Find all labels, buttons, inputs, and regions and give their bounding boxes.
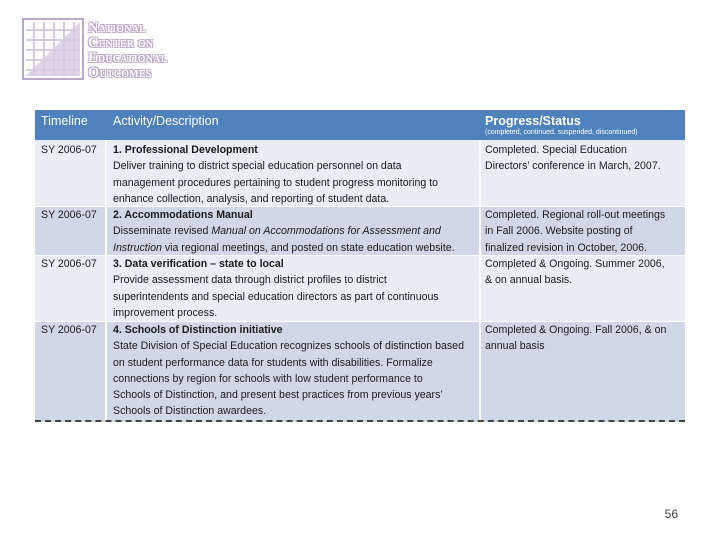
status-line: Completed. Regional roll-out meetings xyxy=(485,209,666,221)
status-line: Completed & Ongoing. Fall 2006, & on xyxy=(485,324,667,336)
header-timeline: Timeline xyxy=(41,114,88,128)
logo-line: National xyxy=(88,20,147,36)
manual-title: Instruction xyxy=(113,241,162,254)
logo-wordmark xyxy=(88,21,167,81)
logo-line: Educational xyxy=(88,50,168,66)
row-3-timeline: SY 2006-07 xyxy=(41,258,97,270)
activity-desc-line: Schools of Distinction awardees. xyxy=(113,405,267,418)
activity-title: 1. Professional Development xyxy=(113,144,258,156)
activity-desc-line: improvement process. xyxy=(113,306,218,319)
page-number: 56 xyxy=(664,507,678,521)
activity-title: 3. Data verification – state to local xyxy=(113,258,284,270)
status-line: Completed. Special Education xyxy=(485,144,627,156)
row-1-status xyxy=(485,142,681,175)
activity-desc-line: State Division of Special Education recognizes schools of distinction based xyxy=(113,340,464,353)
activity-desc-line: management procedures pertaining to student progress monitoring to xyxy=(113,176,439,189)
grid-logo-icon xyxy=(22,18,84,80)
activity-title: 4. Schools of Distinction initiative xyxy=(113,324,283,336)
header-status-note: (completed, continued, suspended, discontinued) xyxy=(485,129,638,136)
logo-line: Center on xyxy=(88,35,154,51)
activity-desc-line: on student performance data for students with disabilities. Formalize xyxy=(113,356,433,369)
status-line: & on annual basis. xyxy=(485,274,573,287)
activity-desc-line: Deliver training to district special education personnel on data xyxy=(113,160,402,173)
status-line: annual basis xyxy=(485,340,545,353)
table-header xyxy=(35,110,685,140)
activity-title: 2. Accommodations Manual xyxy=(113,209,253,221)
table-body xyxy=(35,140,685,422)
header-activity: Activity/Description xyxy=(113,114,219,128)
activity-desc-text: Disseminate revised xyxy=(113,225,212,238)
column-divider xyxy=(105,140,107,422)
status-line: in Fall 2006. Website posting of xyxy=(485,225,633,238)
row-3-status xyxy=(485,256,681,289)
row-2-timeline: SY 2006-07 xyxy=(41,209,97,221)
row-2-status xyxy=(485,207,681,256)
row-1-timeline: SY 2006-07 xyxy=(41,144,97,156)
status-line: finalized revision in October, 2006. xyxy=(485,241,647,254)
row-4-timeline: SY 2006-07 xyxy=(41,324,97,336)
status-line: Directors’ conference in March, 2007. xyxy=(485,160,661,173)
activity-desc-line: superintendents and special education directors as part of continuous xyxy=(113,290,439,303)
header-status: Progress/Status xyxy=(485,114,581,128)
row-3-activity xyxy=(113,256,485,321)
manual-title: Manual on Accommodations for Assessment and xyxy=(211,225,441,238)
activity-desc-line: Provide assessment data through district profiles to district xyxy=(113,274,387,287)
nceo-logo xyxy=(22,18,192,88)
row-2-activity xyxy=(113,207,485,256)
status-line: Completed & Ongoing. Summer 2006, xyxy=(485,258,665,270)
row-1-activity xyxy=(113,142,485,207)
logo-line: Outcomes xyxy=(88,65,152,81)
activity-desc-line: Schools of Distinction, and present best practices from previous years’ xyxy=(113,389,443,402)
row-4-activity xyxy=(113,322,485,420)
activity-desc-line: enhance collection, analysis, and reporting of student data. xyxy=(113,192,390,205)
table-bottom-border xyxy=(35,420,685,422)
activity-desc-line: connections by region for schools with low student performance to xyxy=(113,372,423,385)
activity-desc-text: via regional meetings, and posted on state education website. xyxy=(161,241,455,254)
row-4-status xyxy=(485,322,681,355)
